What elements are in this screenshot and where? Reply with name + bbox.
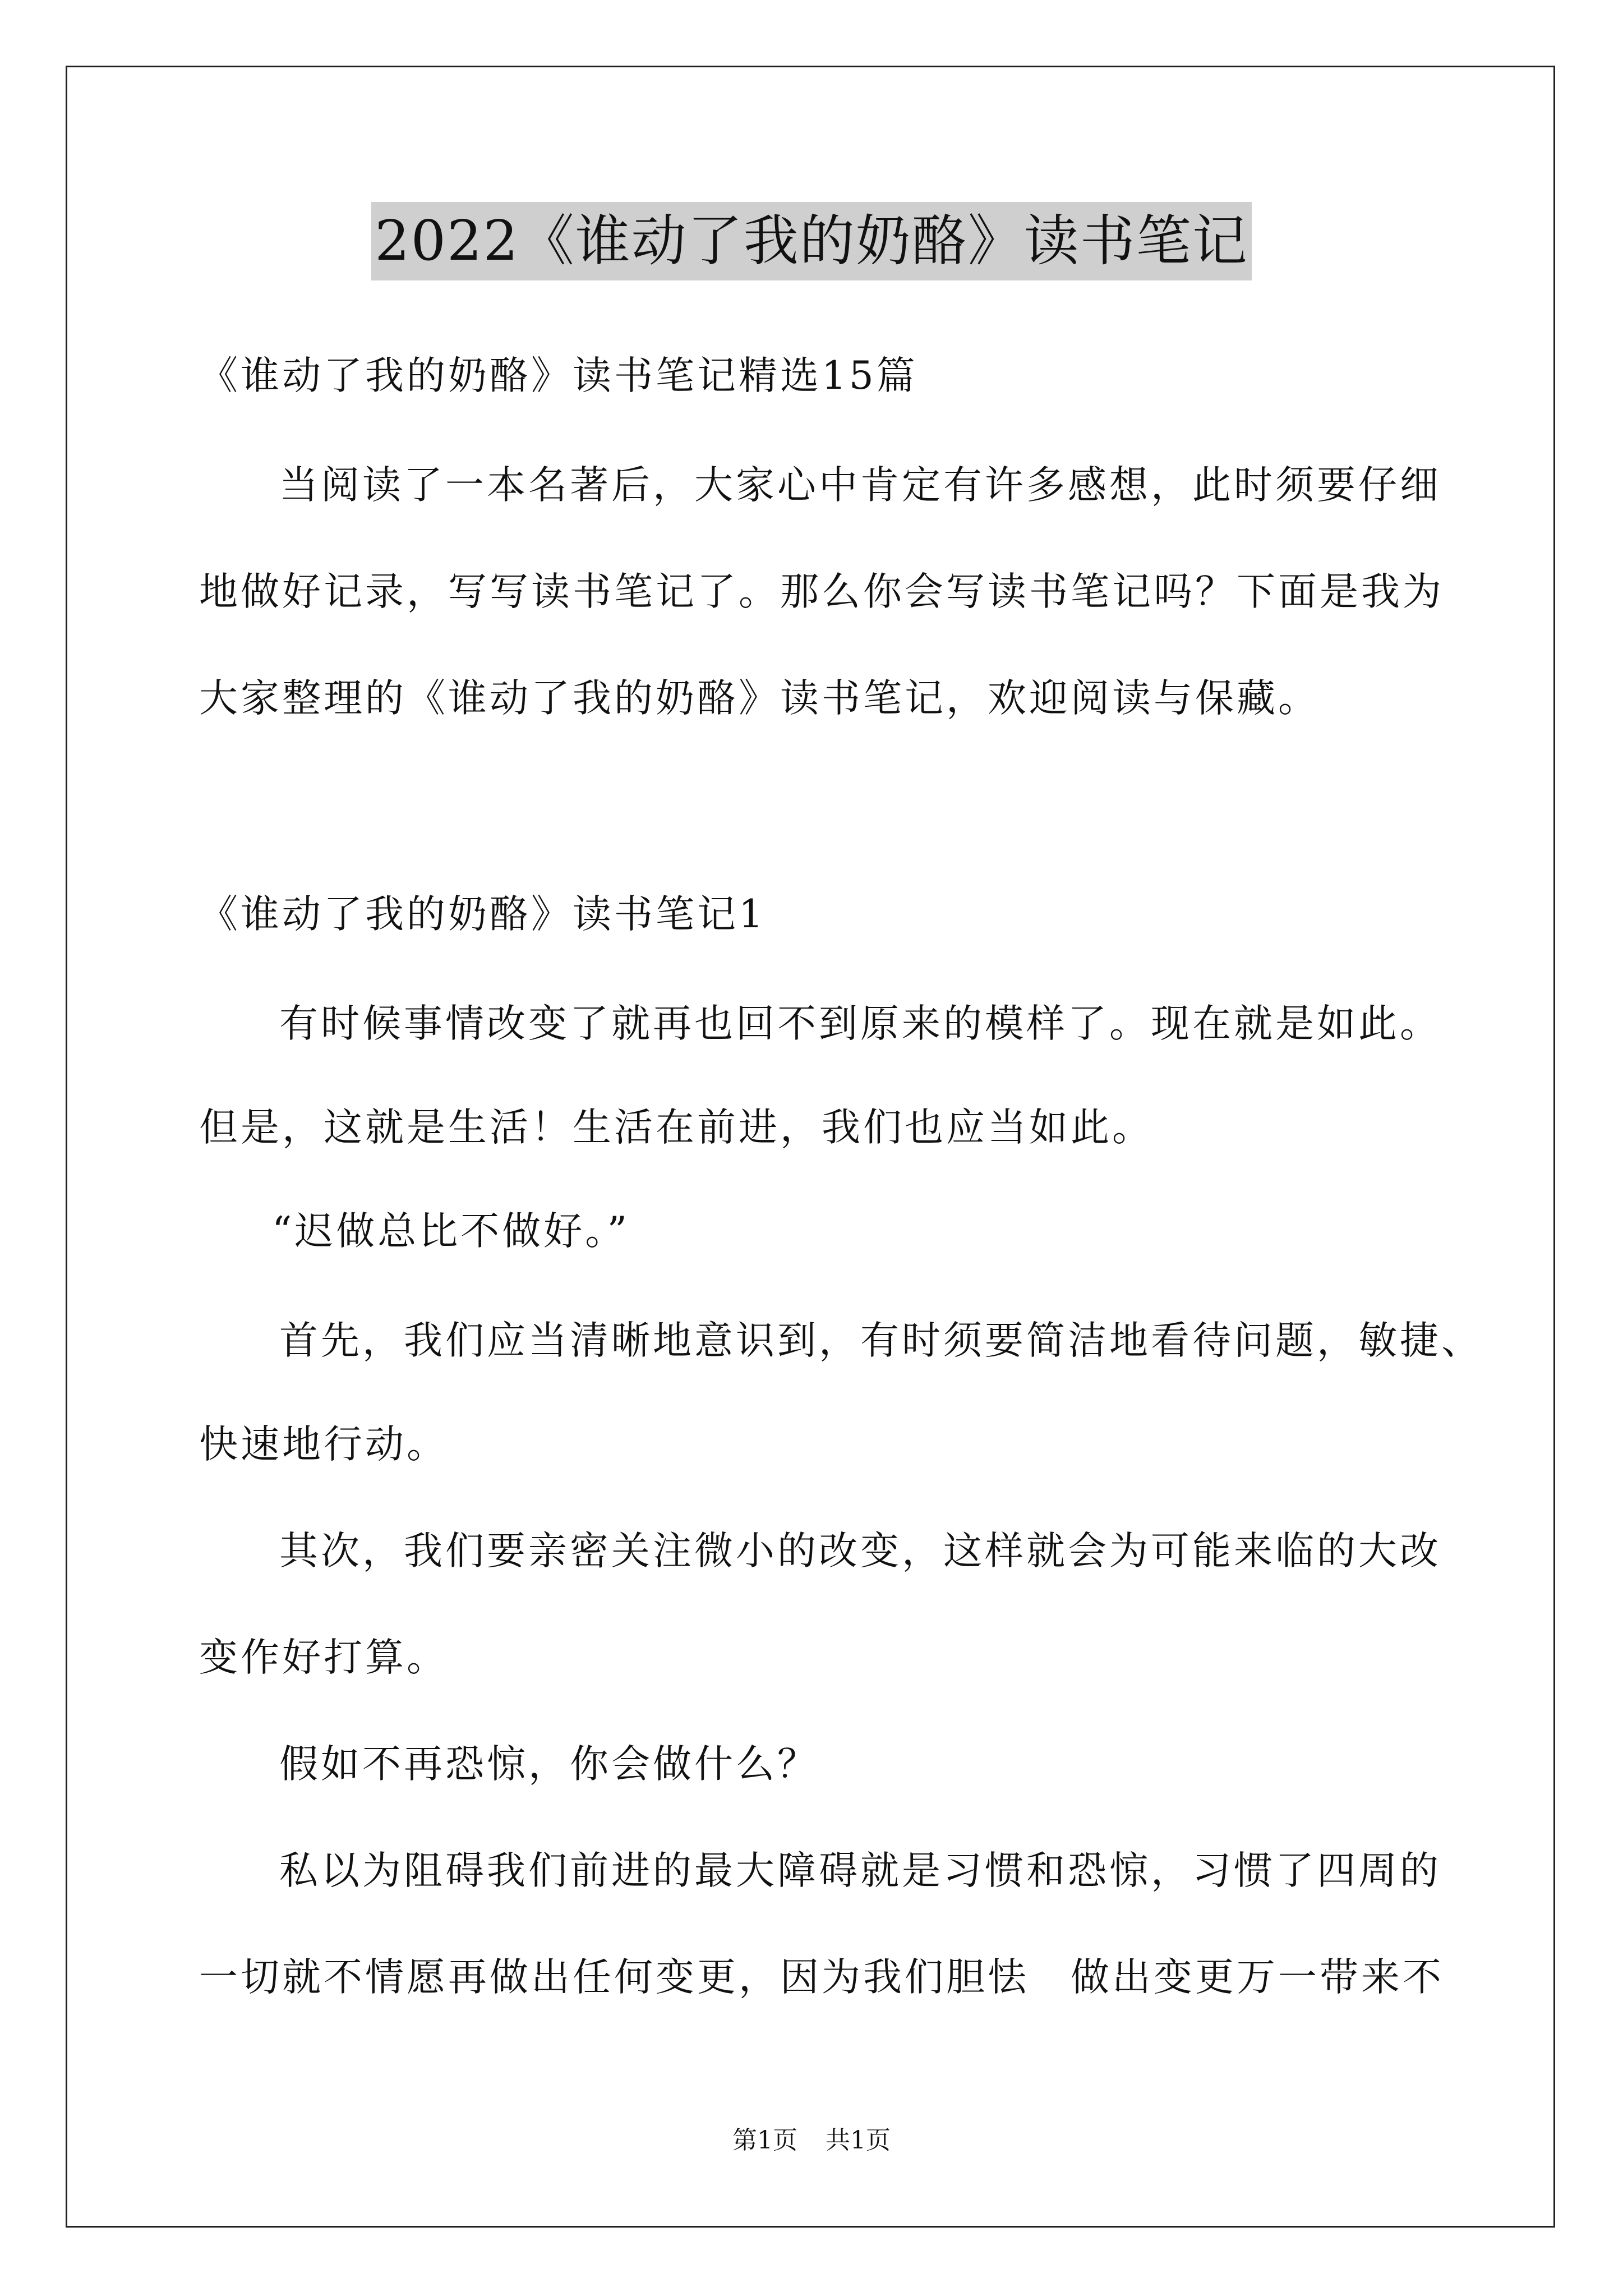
paragraph-3-line-2: 变作好打算。	[199, 1635, 448, 1680]
page-footer	[0, 2124, 1623, 2157]
title-container	[0, 202, 1623, 280]
intro-line-3: 大家整理的《谁动了我的奶酪》读书笔记，欢迎阅读与保藏。	[199, 676, 1320, 721]
intro-line-1: 当阅读了一本名著后，大家心中肯定有许多感想，此时须要仔细	[279, 463, 1441, 508]
paragraph-2-line-2: 快速地行动。	[199, 1422, 448, 1467]
document-title: 2022《谁动了我的奶酪》读书笔记	[371, 202, 1251, 280]
paragraph-3-line-1: 其次，我们要亲密关注微小的改变，这样就会为可能来临的大改	[279, 1529, 1441, 1573]
section-heading: 《谁动了我的奶酪》读书笔记1	[199, 892, 766, 937]
paragraph-4: 假如不再恐惊，你会做什么？	[279, 1742, 819, 1787]
paragraph-5-line-1: 私以为阻碍我们前进的最大障碍就是习惯和恐惊，习惯了四周的	[279, 1848, 1441, 1893]
page-current: 第1页	[732, 2126, 797, 2155]
paragraph-2-line-1: 首先，我们应当清晰地意识到，有时须要简洁地看待问题，敏捷、	[279, 1318, 1483, 1363]
paragraph-1-line-2: 但是，这就是生活！生活在前进，我们也应当如此。	[199, 1105, 1154, 1150]
document-subtitle: 《谁动了我的奶酪》读书笔记精选15篇	[199, 353, 918, 398]
page-total: 共1页	[826, 2126, 891, 2155]
quote-line: “迟做总比不做好。”	[272, 1209, 630, 1254]
paragraph-5-line-2: 一切就不情愿再做出任何变更，因为我们胆怯 做出变更万一带来不	[199, 1955, 1444, 2000]
intro-line-2: 地做好记录，写写读书笔记了。那么你会写读书笔记吗？下面是我为	[199, 569, 1444, 614]
paragraph-1-line-1: 有时候事情改变了就再也回不到原来的模样了。现在就是如此。	[279, 1001, 1441, 1046]
